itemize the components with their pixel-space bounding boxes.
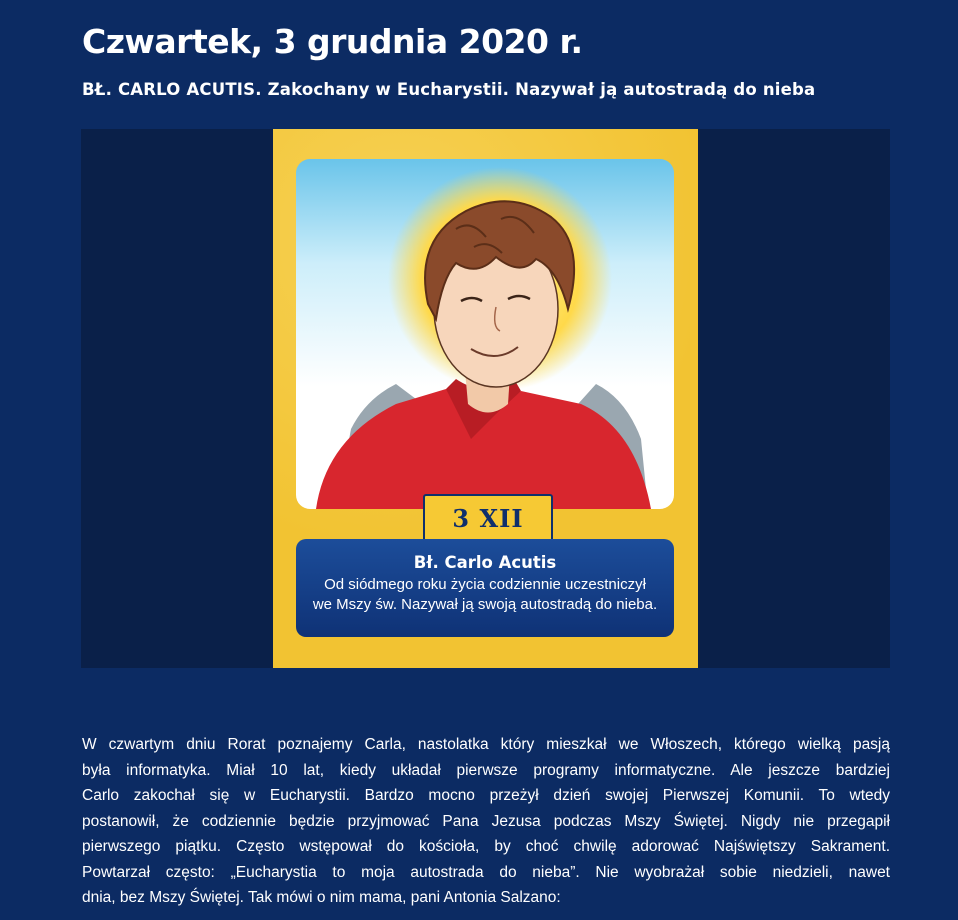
- article-line: Powtarzał często: „Eucharystia to moja autostrada do nieba”. Nie wyobrażał sobie niedzieli, nawet: [82, 863, 890, 881]
- caption-line: we Mszy św. Nazywał ją swoją autostradą do nieba.: [312, 596, 658, 613]
- article-line: postanowił, że codziennie będzie przyjmować Pana Jezusa podczas Mszy Świętej. Nigdy nie przegapił: [82, 812, 890, 830]
- page-subtitle: BŁ. CARLO ACUTIS. Zakochany w Eucharystii. Nazywał ją autostradą do nieba: [82, 80, 816, 99]
- article-line: była informatyka. Miał 10 lat, kiedy układał pierwsze programy informatyczne. Ale jeszcze bardziej: [82, 761, 890, 779]
- article-body: [82, 732, 890, 911]
- article-line: dnia, bez Mszy Świętej. Tak mówi o nim mama, pani Antonia Salzano:: [82, 889, 561, 906]
- card-caption-text: [296, 575, 674, 615]
- caption-line: Od siódmego roku życia codziennie uczestniczył: [324, 576, 646, 593]
- card-caption: [296, 539, 674, 637]
- article-line: pierwszego piątku. Często wstępował do kościoła, by choć chwilę adorować Najświętszy Sakrament.: [82, 838, 890, 855]
- article-line: W czwartym dniu Rorat poznajemy Carla, nastolatka który mieszkał we Włoszech, którego wielką pasją: [82, 736, 890, 753]
- page-title: Czwartek, 3 grudnia 2020 r.: [82, 22, 583, 61]
- saint-card: [273, 129, 698, 668]
- card-date: 3 XII: [423, 494, 553, 544]
- card-saint-name: Bł. Carlo Acutis: [413, 553, 557, 572]
- article-image[interactable]: [81, 129, 890, 668]
- saint-portrait-illustration: [296, 159, 674, 509]
- article-line: Carlo zakochał się w Eucharystii. Bardzo mocno przeżył dzień swojej Pierwszej Komunii. To wtedy: [82, 787, 890, 804]
- portrait-drawing: [296, 159, 674, 509]
